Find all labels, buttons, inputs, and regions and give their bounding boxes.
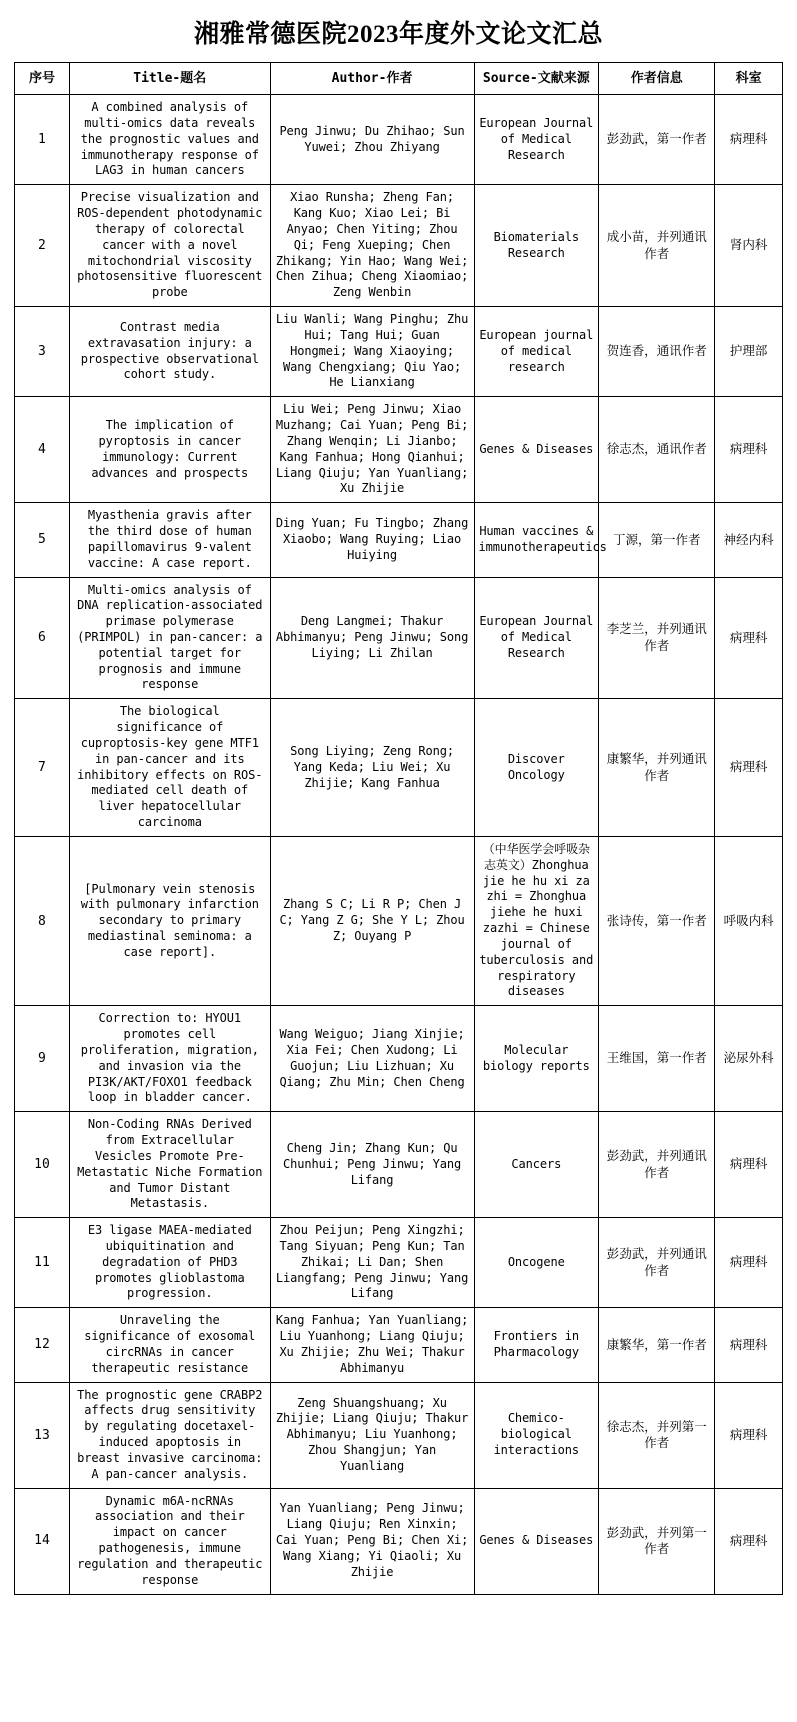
cell-title: Contrast media extravasation injury: a prospective observational cohort study. xyxy=(69,307,270,397)
cell-title: The implication of pyroptosis in cancer immunology: Current advances and prospects xyxy=(69,397,270,503)
cell-index: 11 xyxy=(15,1218,70,1308)
cell-source: Genes & Diseases xyxy=(474,397,599,503)
cell-author-info: 成小苗，并列通讯作者 xyxy=(599,185,715,307)
cell-source: Discover Oncology xyxy=(474,699,599,837)
cell-index: 2 xyxy=(15,185,70,307)
cell-title: Multi-omics analysis of DNA replication-associated primase polymerase (PRIMPOL) in pan-cancer: a potential target for prognosis and immune response xyxy=(69,577,270,699)
cell-author-info: 丁源，第一作者 xyxy=(599,503,715,577)
cell-title: A combined analysis of multi-omics data reveals the prognostic values and immunotherapy response of LAG3 in human cancers xyxy=(69,95,270,185)
cell-author: Zhou Peijun; Peng Xingzhi; Tang Siyuan; Peng Kun; Tan Zhikai; Li Dan; Shen Liangfang; Peng Jinwu; Yang Lifang xyxy=(270,1218,474,1308)
cell-author-info: 王维国，第一作者 xyxy=(599,1006,715,1112)
cell-source: （中华医学会呼吸杂志英文）Zhonghua jie he hu xi za zhi = Zhonghua jiehe he huxi zazhi = Chinese journal of tuberculosis and respiratory diseases xyxy=(474,836,599,1005)
cell-author: Song Liying; Zeng Rong; Yang Keda; Liu Wei; Xu Zhijie; Kang Fanhua xyxy=(270,699,474,837)
cell-author: Yan Yuanliang; Peng Jinwu; Liang Qiuju; Ren Xinxin; Cai Yuan; Peng Bi; Chen Xi; Wang Xiang; Yi Qiaoli; Xu Zhijie xyxy=(270,1488,474,1594)
cell-title: Precise visualization and ROS-dependent photodynamic therapy of colorectal cancer with a novel mitochondrial viscosity photosensitive fluorescent probe xyxy=(69,185,270,307)
table-header-row xyxy=(15,63,783,95)
table-row xyxy=(15,1488,783,1594)
cell-author-info: 李芝兰，并列通讯作者 xyxy=(599,577,715,699)
table-body xyxy=(15,95,783,1594)
cell-source: Molecular biology reports xyxy=(474,1006,599,1112)
cell-department: 病理科 xyxy=(715,397,783,503)
cell-title: Non-Coding RNAs Derived from Extracellular Vesicles Promote Pre-Metastatic Niche Formation and Tumor Distant Metastasis. xyxy=(69,1112,270,1218)
table-row xyxy=(15,1382,783,1488)
cell-author: Cheng Jin; Zhang Kun; Qu Chunhui; Peng Jinwu; Yang Lifang xyxy=(270,1112,474,1218)
column-header-title: Title-题名 xyxy=(69,63,270,95)
cell-author: Kang Fanhua; Yan Yuanliang; Liu Yuanhong; Liang Qiuju; Xu Zhijie; Zhu Wei; Thakur Abhimanyu xyxy=(270,1308,474,1382)
papers-table xyxy=(14,62,783,1595)
cell-author-info: 彭劲武，并列通讯作者 xyxy=(599,1218,715,1308)
cell-index: 9 xyxy=(15,1006,70,1112)
cell-index: 6 xyxy=(15,577,70,699)
cell-source: Genes & Diseases xyxy=(474,1488,599,1594)
cell-title: Unraveling the significance of exosomal circRNAs in cancer therapeutic resistance xyxy=(69,1308,270,1382)
cell-title: Dynamic m6A-ncRNAs association and their impact on cancer pathogenesis, immune regulation and therapeutic response xyxy=(69,1488,270,1594)
cell-source: Cancers xyxy=(474,1112,599,1218)
cell-author-info: 康繁华，第一作者 xyxy=(599,1308,715,1382)
cell-author: Liu Wanli; Wang Pinghu; Zhu Hui; Tang Hui; Guan Hongmei; Wang Xiaoying; Wang Chengxiang; Qiu Yao; He Lianxiang xyxy=(270,307,474,397)
column-header-author: Author-作者 xyxy=(270,63,474,95)
table-row xyxy=(15,185,783,307)
cell-author: Peng Jinwu; Du Zhihao; Sun Yuwei; Zhou Zhiyang xyxy=(270,95,474,185)
cell-index: 3 xyxy=(15,307,70,397)
cell-department: 病理科 xyxy=(715,1218,783,1308)
column-header-source: Source-文献来源 xyxy=(474,63,599,95)
cell-author-info: 彭劲武，第一作者 xyxy=(599,95,715,185)
cell-author-info: 徐志杰，通讯作者 xyxy=(599,397,715,503)
cell-source: Chemico-biological interactions xyxy=(474,1382,599,1488)
cell-author-info: 张诗传，第一作者 xyxy=(599,836,715,1005)
cell-title: Correction to: HYOU1 promotes cell proliferation, migration, and invasion via the PI3K/AKT/FOXO1 feedback loop in bladder cancer. xyxy=(69,1006,270,1112)
cell-department: 病理科 xyxy=(715,577,783,699)
page-title: 湘雅常德医院2023年度外文论文汇总 xyxy=(193,21,603,48)
column-header-index: 序号 xyxy=(15,63,70,95)
cell-department: 病理科 xyxy=(715,1308,783,1382)
cell-title: E3 ligase MAEA-mediated ubiquitination and degradation of PHD3 promotes glioblastoma progression. xyxy=(69,1218,270,1308)
table-row xyxy=(15,95,783,185)
cell-author-info: 彭劲武，并列第一作者 xyxy=(599,1488,715,1594)
cell-index: 1 xyxy=(15,95,70,185)
cell-author: Liu Wei; Peng Jinwu; Xiao Muzhang; Cai Yuan; Peng Bi; Zhang Wenqin; Li Jianbo; Kang Fanhua; Hong Qianhui; Liang Qiuju; Yan Yuanliang; Xu Zhijie xyxy=(270,397,474,503)
table-row xyxy=(15,577,783,699)
cell-department: 护理部 xyxy=(715,307,783,397)
table-row xyxy=(15,1112,783,1218)
table-row xyxy=(15,836,783,1005)
cell-author: Ding Yuan; Fu Tingbo; Zhang Xiaobo; Wang Ruying; Liao Huiying xyxy=(270,503,474,577)
cell-department: 病理科 xyxy=(715,1382,783,1488)
cell-index: 5 xyxy=(15,503,70,577)
cell-department: 呼吸内科 xyxy=(715,836,783,1005)
cell-title: [Pulmonary vein stenosis with pulmonary infarction secondary to primary mediastinal seminoma: a case report]. xyxy=(69,836,270,1005)
cell-department: 病理科 xyxy=(715,95,783,185)
cell-author: Zhang S C; Li R P; Chen J C; Yang Z G; She Y L; Zhou Z; Ouyang P xyxy=(270,836,474,1005)
cell-index: 12 xyxy=(15,1308,70,1382)
cell-source: European Journal of Medical Research xyxy=(474,95,599,185)
cell-index: 14 xyxy=(15,1488,70,1594)
cell-source: Biomaterials Research xyxy=(474,185,599,307)
column-header-author-info: 作者信息 xyxy=(599,63,715,95)
table-row xyxy=(15,307,783,397)
cell-title: Myasthenia gravis after the third dose of human papillomavirus 9-valent vaccine: A case report. xyxy=(69,503,270,577)
cell-department: 病理科 xyxy=(715,699,783,837)
cell-index: 8 xyxy=(15,836,70,1005)
table-row xyxy=(15,503,783,577)
table-row xyxy=(15,1308,783,1382)
column-header-department: 科室 xyxy=(715,63,783,95)
cell-author: Xiao Runsha; Zheng Fan; Kang Kuo; Xiao Lei; Bi Anyao; Chen Yiting; Zhou Qi; Feng Xueping; Chen Zhikang; Yin Hao; Wang Wei; Chen Zihua; Cheng Xiaomiao; Zeng Wenbin xyxy=(270,185,474,307)
cell-title: The biological significance of cuproptosis-key gene MTF1 in pan-cancer and its inhibitory effects on ROS-mediated cell death of liver hepatocellular carcinoma xyxy=(69,699,270,837)
cell-author-info: 彭劲武，并列通讯作者 xyxy=(599,1112,715,1218)
cell-index: 13 xyxy=(15,1382,70,1488)
cell-author: Wang Weiguo; Jiang Xinjie; Xia Fei; Chen Xudong; Li Guojun; Liu Lizhuan; Xu Qiang; Zhu Min; Chen Cheng xyxy=(270,1006,474,1112)
cell-department: 病理科 xyxy=(715,1112,783,1218)
cell-author-info: 徐志杰，并列第一作者 xyxy=(599,1382,715,1488)
cell-source: Oncogene xyxy=(474,1218,599,1308)
table-row xyxy=(15,1006,783,1112)
table-row xyxy=(15,699,783,837)
cell-source: Human vaccines & immunotherapeutics xyxy=(474,503,599,577)
cell-author: Deng Langmei; Thakur Abhimanyu; Peng Jinwu; Song Liying; Li Zhilan xyxy=(270,577,474,699)
cell-source: Frontiers in Pharmacology xyxy=(474,1308,599,1382)
cell-author-info: 康繁华，并列通讯作者 xyxy=(599,699,715,837)
cell-author: Zeng Shuangshuang; Xu Zhijie; Liang Qiuju; Thakur Abhimanyu; Liu Yuanhong; Zhou Shangjun; Yan Yuanliang xyxy=(270,1382,474,1488)
cell-department: 泌尿外科 xyxy=(715,1006,783,1112)
cell-index: 10 xyxy=(15,1112,70,1218)
cell-department: 肾内科 xyxy=(715,185,783,307)
table-row xyxy=(15,397,783,503)
cell-index: 4 xyxy=(15,397,70,503)
cell-source: European Journal of Medical Research xyxy=(474,577,599,699)
cell-index: 7 xyxy=(15,699,70,837)
cell-author-info: 贺连香，通讯作者 xyxy=(599,307,715,397)
cell-title: The prognostic gene CRABP2 affects drug sensitivity by regulating docetaxel-induced apoptosis in breast invasive carcinoma: A pan-cancer analysis. xyxy=(69,1382,270,1488)
table-row xyxy=(15,1218,783,1308)
cell-department: 神经内科 xyxy=(715,503,783,577)
cell-source: European journal of medical research xyxy=(474,307,599,397)
cell-department: 病理科 xyxy=(715,1488,783,1594)
